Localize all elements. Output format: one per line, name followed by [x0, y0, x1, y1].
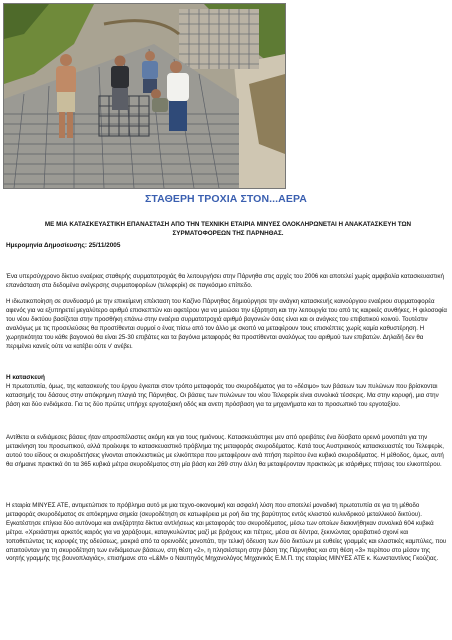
section-paragraph: Αντίθετα οι ενδιάμεσες βάσεις ήταν απροσπέλαστες ακόμη και για τους ημιόνους. Κατασκευάστηκε μεν από ορειβάτες ένα δύσβατο ορεινό μονοπάτι για την μετακίνηση του προσωπικού, αλλά προέκυψε το κατασκευαστικό πρόβλημα της μεταφοράς σκυροδέματος. Κατά τους Αυστριακούς κατασκευαστές του Τελεφερίκ, αυτού του είδους οι σκυροδετήσεις γίνονται αποκλειστικώς με ελικόπτερα που μεταφέρουν ανά πτήση περίπου ένα κυβικό σκυροδέματος. Η μέθοδος, όμως, αυτή θα σήμαινε πρακτικά ότι τα 365 κυβικά μέτρα σκυροδέματος στη μία βάση και 269 στην άλλη θα μεταφέρονταν πρακτικώς με ισάριθμες πτήσεις του ελικοπτέρου. — [6, 434, 444, 468]
section-heading: Η κατασκευή — [6, 374, 45, 381]
construction-scene-icon — [4, 4, 285, 188]
date-label: Ημερομηνία Δημοσίευσης: — [6, 242, 87, 249]
article-subtitle: ΜΕ ΜΙΑ ΚΑΤΑΣΚΕΥΑΣΤΙΚΗ ΕΠΑΝΑΣΤΑΣΗ ΑΠΟ ΤΗΝ ΤΕΧΝΙΚΗ ΕΤΑΙΡΙΑ ΜΙΝΥΕΣ ΟΛΟΚΛΗΡΩΝΕΤΑΙ Η ΑΝΑΚΑΤΑΣΚΕΥΗ ΤΩΝ ΣΥΡΜΑΤΟΦΟΡΕΩΝ ΤΗΣ ΠΑΡΝΗΘΑΣ. — [44, 221, 412, 237]
section-paragraph: Η εταιρία ΜΙΝΥΕΣ ΑΤΕ, αντιμετώπισε το πρόβλημα αυτό με μια τεχνο-οικονομική και ασφαλή λύση που αποτελεί μοναδική πρωτοτυπία σε για τη μέθοδο μεταφοράς σκυροδέματος σε απόκρημνα σημεία (σκυροδέτηση σε κατωφέρεια με ροή δια της βαρύτητος εντός κλειστού κυλινδρικού μεταλλικού δικτύου). Εγκατέστησε επίγεια δύο αυτόνομα και ανεξάρτητα δίκτυα αντλήσεως και μεταφοράς του σκυροδέματος, μέσω των οποίων διακινήθηκαν συνολικά 604 κυβικά μέτρα. «Χρειάστηκε αρκετός καιρός για να χαράξουμε, καταγκυλώντας μαζί με βράχους και πέτρες, μέσα σε δέντρα, ξεκινώντας ορειβατικό σχοινί και τοποθετώντας τις κορυφές της οδεύσεως, μακριά από τα ορεινοδές μονοπάτι, την τελική όδευση των δύο δικτύων με ευθείες γραμμές και ελαστικές καμπύλες, που απαιτούνταν για τη σκυροδέτηση των ενδιάμεσων βάσεων, στη θέση «2», η πλησιέστερη στην βάση της Πάρνηθας και στη θέση «3» περίπου στο μέσον της νοητής γραμμής της βουνοπλαγιάς», επισήμανε στο «L&M» ο Ναυπηγός Μηχανολόγος Μηχανικός Ε.Μ.Π. της εταιρίας ΜΙΝΥΕΣ ΑΤΕ κ. Κωνσταντίνος Γκούζιας. — [6, 502, 447, 563]
publication-date — [6, 242, 120, 249]
intro-paragraph: Ένα υπερσύγχρονο δίκτυο εναέριας σταθερής συρματοτροχιάς θα λειτουργήσει στην Πάρνηθα στις αρχές του 2006 και αποτελεί χωρίς αμφιβολία κατασκευαστική επανάσταση στα δεδομένα ανέγερσης συρματοφορέων (τελεφερίκ) σε παγκόσμιο επίπεδο. — [6, 273, 444, 289]
page-title: ΣΤΑΘΕΡΗ ΤΡΟΧΙΑ ΣΤΟΝ...ΑΕΡΑ — [145, 193, 307, 205]
body-paragraph: Η ιδιωτικοποίηση σε συνδυασμό με την επικείμενη επέκταση του Καζίνο Πάρνηθας δημιούργησε την ανάγκη κατασκευής καινούργιου εναέριου συρματοφορέα αφενός για να εξυπηρετεί μεγαλύτερο αριθμό επισκεπτών και αφετέρου για να μειώσει την εξάρτηση και την λειτουργία του από τις καιρικές συνθήκες. Η φιλοσοφία του νέου δικτύου βασίζεται στην προσθήκη επάνω στην εναέρια συρματοτροχιά αριθμό βαγονιών όσες είναι και οι ανάγκες του επιβατικού κοινού. Τουτέστιν αναλόγως με τις προσελεύσεις θα προστίθενται συρμοί ο ένας πίσω από τον άλλο με σκοπό να μεταφέρουν τους επισκέπτες χωρίς καμία καθυστέρηση. Η χωρητικότητα του κάθε βαγονιού θα είναι 25-30 επιβάτες και τα βαγόνια μεταφοράς θα προστίθενται αναλόγως του αριθμού των επιβατών. Δηλαδή δεν θα περιμένει κανείς ούτε να κατέβει ούτε ν' ανέβει. — [6, 298, 447, 350]
section-paragraph: Η πρωτοτυπία, όμως, της κατασκευής του έργου έγκειται στον τρόπο μεταφοράς του σκυροδέματος για το «δέσιμο» των βάσεων των πυλώνων που βρίσκονται κατασημής του δάσους στην απόκρημνη πλαγιά της Πάρνηθας. Οι βάσεις των πυλώνων του νέου Τελεφερίκ είναι συνολικά τέσσερις. Μα στην κορυφή, μια στην βάση και δύο ενδιάμεσα. Για τις δύο πρώτες υπήρχε εργοταξιακή οδός και ανετη πρόσβαση για τα μηχανήματα και το προσωπικό του εργοταξίου. — [6, 383, 439, 408]
construction-photo — [3, 3, 286, 189]
date-value: 25/11/2005 — [88, 242, 121, 249]
